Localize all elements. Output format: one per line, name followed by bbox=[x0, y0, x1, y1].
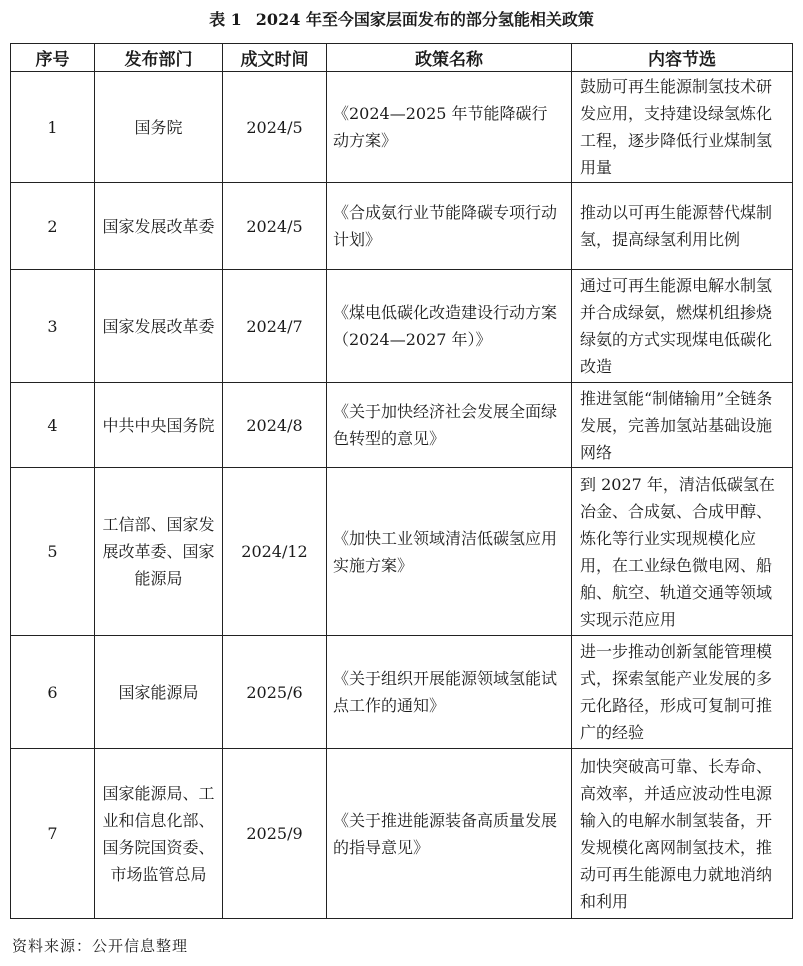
table-row bbox=[11, 636, 793, 749]
header-dept: 发布部门 bbox=[95, 44, 223, 72]
cell-date: 2024/12 bbox=[223, 468, 327, 636]
table-row bbox=[11, 183, 793, 270]
table-row bbox=[11, 72, 793, 183]
cell-no: 6 bbox=[11, 636, 95, 749]
cell-dept: 国务院 bbox=[95, 72, 223, 183]
cell-policy: 《关于组织开展能源领域氢能试点工作的通知》 bbox=[327, 636, 572, 749]
cell-policy: 《2024—2025 年节能降碳行动方案》 bbox=[327, 72, 572, 183]
header-no: 序号 bbox=[11, 44, 95, 72]
table-row bbox=[11, 749, 793, 919]
cell-dept: 中共中央国务院 bbox=[95, 383, 223, 468]
cell-dept: 国家发展改革委 bbox=[95, 183, 223, 270]
cell-dept: 国家发展改革委 bbox=[95, 270, 223, 383]
cell-date: 2024/5 bbox=[223, 72, 327, 183]
cell-date: 2024/5 bbox=[223, 183, 327, 270]
cell-policy: 《合成氨行业节能降碳专项行动计划》 bbox=[327, 183, 572, 270]
cell-dept: 国家能源局、工业和信息化部、国务院国资委、市场监管总局 bbox=[95, 749, 223, 919]
cell-policy: 《加快工业领域清洁低碳氢应用实施方案》 bbox=[327, 468, 572, 636]
cell-date: 2024/7 bbox=[223, 270, 327, 383]
cell-date: 2024/8 bbox=[223, 383, 327, 468]
cell-content: 通过可再生能源电解水制氢并合成绿氨，燃煤机组掺烧绿氨的方式实现煤电低碳化改造 bbox=[572, 270, 793, 383]
cell-date: 2025/6 bbox=[223, 636, 327, 749]
header-date: 成文时间 bbox=[223, 44, 327, 72]
cell-no: 4 bbox=[11, 383, 95, 468]
header-policy: 政策名称 bbox=[327, 44, 572, 72]
cell-content: 推进氢能“制储输用”全链条发展，完善加氢站基础设施网络 bbox=[572, 383, 793, 468]
cell-content: 到 2027 年，清洁低碳氢在冶金、合成氨、合成甲醇、炼化等行业实现规模化应用，在工业绿色微电网、船舶、航空、轨道交通等领域实现示范应用 bbox=[572, 468, 793, 636]
table-number: 表 1 bbox=[209, 10, 242, 29]
cell-no: 2 bbox=[11, 183, 95, 270]
table-row bbox=[11, 468, 793, 636]
policy-table bbox=[10, 43, 793, 919]
cell-policy: 《煤电低碳化改造建设行动方案（2024—2027 年）》 bbox=[327, 270, 572, 383]
cell-content: 进一步推动创新氢能管理模式，探索氢能产业发展的多元化路径，形成可复制可推广的经验 bbox=[572, 636, 793, 749]
cell-no: 3 bbox=[11, 270, 95, 383]
table-row bbox=[11, 270, 793, 383]
cell-no: 5 bbox=[11, 468, 95, 636]
cell-dept: 工信部、国家发展改革委、国家能源局 bbox=[95, 468, 223, 636]
cell-policy: 《关于加快经济社会发展全面绿色转型的意见》 bbox=[327, 383, 572, 468]
cell-no: 7 bbox=[11, 749, 95, 919]
table-row bbox=[11, 383, 793, 468]
cell-content: 加快突破高可靠、长寿命、高效率，并适应波动性电源输入的电解水制氢装备，开发规模化离网制氢技术，推动可再生能源电力就地消纳和利用 bbox=[572, 749, 793, 919]
source-note: 资料来源：公开信息整理 bbox=[12, 937, 189, 955]
header-content: 内容节选 bbox=[572, 44, 793, 72]
table-title: 2024 年至今国家层面发布的部分氢能相关政策 bbox=[255, 10, 594, 29]
cell-dept: 国家能源局 bbox=[95, 636, 223, 749]
cell-content: 鼓励可再生能源制氢技术研发应用，支持建设绿氢炼化工程，逐步降低行业煤制氢用量 bbox=[572, 72, 793, 183]
cell-no: 1 bbox=[11, 72, 95, 183]
table-caption bbox=[0, 8, 803, 32]
cell-date: 2025/9 bbox=[223, 749, 327, 919]
cell-content: 推动以可再生能源替代煤制氢，提高绿氢利用比例 bbox=[572, 183, 793, 270]
cell-policy: 《关于推进能源装备高质量发展的指导意见》 bbox=[327, 749, 572, 919]
table-header-row bbox=[11, 44, 793, 72]
